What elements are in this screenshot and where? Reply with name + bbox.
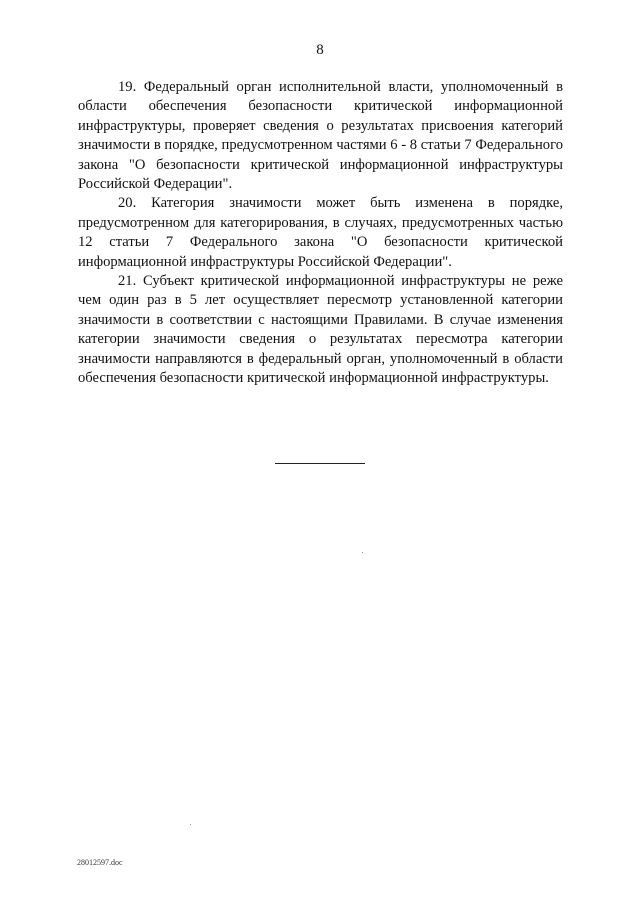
paragraph-20: 20. Категория значимости может быть изменена в порядке, предусмотренном для категорирования, в случаях, предусмотренных частью 12 статьи 7 Федерального закона "О безопасности критической информационной инфраструктуры Российской Федерации".	[78, 195, 563, 270]
end-divider-line	[275, 463, 365, 464]
paragraph-19: 19. Федеральный орган исполнительной власти, уполномоченный в области обеспечения безопасности критической информационной инфраструктуры, проверяет сведения о результатах присвоения категорий значимости в порядке, предусмотренном частями 6 - 8 статьи 7 Федерального закона "О безопасности критической информационной инфраструктуры Российской Федерации".	[78, 79, 563, 193]
paragraph-21: 21. Субъект критической информационной инфраструктуры не реже чем один раз в 5 лет осуществляет пересмотр установленной категории значимости в соответствии с настоящими Правилами. В случае изменения категории значимости сведения о результатах пересмотра категории значимости направляются в федеральный орган, уполномоченный в области обеспечения безопасности критической информационной инфраструктуры.	[78, 273, 563, 387]
footer-file-code: 28012597.doc	[77, 858, 123, 867]
document-body	[78, 78, 563, 389]
scan-speck	[362, 552, 363, 553]
scan-speck	[190, 824, 191, 825]
page-number: 8	[316, 42, 324, 58]
